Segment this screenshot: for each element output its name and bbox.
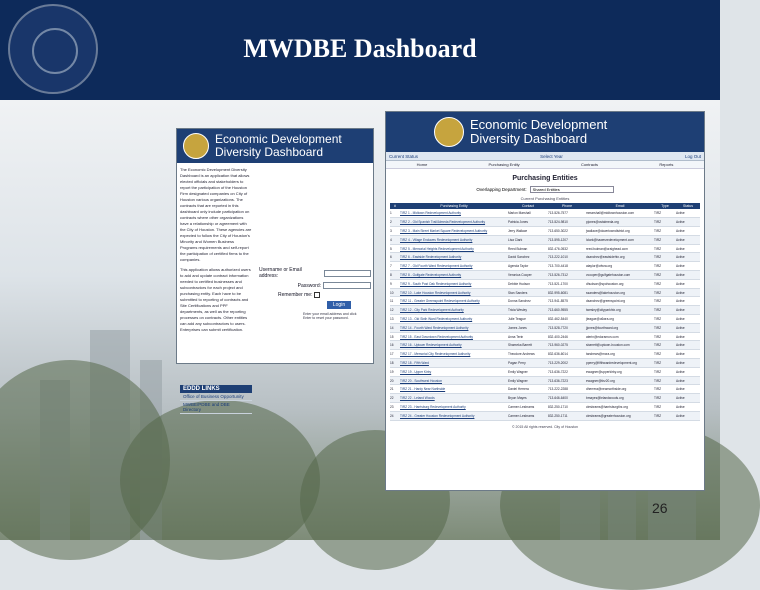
entity-link[interactable]: TIRZ 15 - East Downtown Redevelopment Authority [400,332,508,341]
table-cell: 832-250-1711 [548,411,586,420]
table-cell: TIRZ [654,244,676,253]
table-cell: Active [676,323,700,332]
table-cell: jwallace@downtowndistrict.org [586,227,654,236]
table-cell: 713-229-2002 [548,359,586,368]
table-cell: jjones@fourthward.org [586,323,654,332]
table-cell: TIRZ [654,279,676,288]
table-row[interactable] [390,218,700,227]
entity-link[interactable]: TIRZ 22 - Leland Woods [400,394,508,403]
table-row[interactable] [390,403,700,412]
table-cell: 8 [390,271,400,280]
table-cell: 713-528-7720 [548,323,586,332]
table-cell: Active [676,403,700,412]
table-cell: 832-400-2446 [548,332,586,341]
table-cell: 4 [390,235,400,244]
table-cell: TIRZ [654,394,676,403]
table-cell: 832-476-0532 [548,244,586,253]
username-label: Username or Email address: [259,267,302,279]
table-row[interactable] [390,262,700,271]
table-cell: Patricia Jones [508,218,548,227]
table-cell: 23 [390,403,400,412]
table-row[interactable] [390,323,700,332]
table-row[interactable] [390,279,700,288]
table-row[interactable] [390,271,700,280]
table-cell: Pagan Perry [508,359,548,368]
table-cell: 6 [390,253,400,262]
city-seal-icon [434,117,464,147]
table-cell: Active [676,376,700,385]
table-cell: 11 [390,297,400,306]
page-number: 26 [652,500,668,516]
entity-link[interactable]: TIRZ 14 - Fourth Ward Redevelopment Authority [400,323,508,332]
table-cell: 5 [390,244,400,253]
table-cell: Active [676,253,700,262]
table-row[interactable] [390,367,700,376]
app-banner [177,129,373,163]
table-cell: Active [676,271,700,280]
table-row[interactable] [390,394,700,403]
entity-link[interactable]: TIRZ 10 - Lake Houston Redevelopment Authority [400,288,508,297]
table-cell: Theodore Andrews [508,350,548,359]
table-cell: aterin@edoramon.com [586,332,654,341]
links-header: EDDD LINKS [180,385,252,393]
table-cell: pjones@ostalmeda.org [586,218,654,227]
table-cell: Active [676,288,700,297]
table-cell: Active [676,235,700,244]
table-cell: TIRZ [654,367,676,376]
table-row[interactable] [390,411,700,420]
table-cell: Julie Teague [508,315,548,324]
table-cell: TIRZ [654,227,676,236]
table-cell: ataylor@ofwra.org [586,262,654,271]
table-cell: 713-521-1700 [548,279,586,288]
sub-nav [386,161,704,169]
table-cell: Daniel Herrera [508,385,548,394]
entity-link[interactable]: TIRZ 12 - City Park Redevelopment Authority [400,306,508,315]
table-cell: Active [676,315,700,324]
table-cell: Active [676,411,700,420]
table-cell: 19 [390,367,400,376]
username-field[interactable] [324,270,371,277]
table-cell: vcooper@gulfgatehouston.com [586,271,654,280]
login-page-screenshot [176,128,374,412]
table-cell: 12 [390,306,400,315]
entity-link[interactable]: TIRZ 2 - Old Spanish Trail/Almeda Redevelopment Authority [400,218,508,227]
remember-checkbox[interactable] [314,292,320,298]
entity-link[interactable]: TIRZ 16 - Uptown Redevelopment Authority [400,341,508,350]
table-cell: Active [676,341,700,350]
table-row[interactable] [390,244,700,253]
table-cell: jteague@o6wra.org [586,315,654,324]
entity-link[interactable]: TIRZ 8 - Gulfgate Redevelopment Authority [400,271,508,280]
table-cell: 15 [390,332,400,341]
table-cell: 713-526-7312 [548,271,586,280]
table-cell: Carmen Lesbrams [508,411,548,420]
entity-link[interactable]: TIRZ 3 - Main Street Market Square Redevelopment Authority [400,227,508,236]
banner-title-line1: Economic Development [470,117,608,132]
table-cell: TIRZ [654,385,676,394]
entity-link[interactable]: TIRZ 1 - Midtown Redevelopment Authority [400,209,508,218]
table-cell: 2 [390,218,400,227]
table-cell: 713-700-4418 [548,262,586,271]
table-cell: dsanchez@eastsidehtx.org [586,253,654,262]
entity-link[interactable]: TIRZ 18 - Fifth Ward [400,359,508,368]
table-cell: dsanchez@greenspoint.org [586,297,654,306]
table-cell: 13 [390,315,400,324]
table-cell: TIRZ [654,271,676,280]
table-cell: 17 [390,350,400,359]
table-row[interactable] [390,288,700,297]
table-cell: 832-250-1710 [548,403,586,412]
note-text: This application allows authorized users to add and update contract information needed to certified businesses and subcontractors for each project and purchasing entity. Each have to be submitted to reporting of contracts and Site Certifications and PPF departments, as well as the reporting processes on contracts. Other entities can add any subcontractors to users. Enterprises can submit certification. [180,267,251,332]
eddd-links-panel [180,385,252,414]
table-cell: Active [676,218,700,227]
table-cell: TIRZ [654,209,676,218]
table-cell: TIRZ [654,288,676,297]
entity-link[interactable]: TIRZ 24 - Greater Houston Redevelopment Authority [400,411,508,420]
department-select[interactable]: Shared Entities [530,186,614,193]
table-cell: lclark@hawesredevelopment.com [586,235,654,244]
table-cell: Active [676,279,700,288]
banner-title-line2: Diversity Dashboard [470,131,588,146]
table-cell: TIRZ [654,262,676,271]
table-cell: TIRZ [654,253,676,262]
entity-link[interactable]: TIRZ 11 - Greater Greenspoint Redevelopment Authority [400,297,508,306]
table-cell: 713-660-9555 [548,306,586,315]
table-cell: 713-595-1207 [548,235,586,244]
tab-contracts[interactable]: Contracts [580,162,599,167]
table-row[interactable] [390,315,700,324]
table-cell: sbarrett@uptown-houston.com [586,341,654,350]
table-cell: 20 [390,376,400,385]
column-header[interactable]: # [390,203,400,209]
table-cell: 713-650-3022 [548,227,586,236]
table-cell: 713-636-7223 [548,376,586,385]
intro-text: The Economic Development Diversity Dashboard is an application that allows elected officials and stakeholders to report the participation of the Houston Firm designated companies on City of Houston various organizations. The contracts that are reported in this dashboard only include participation on contracts where other organizations have a relationship or agreement with the City of Houston. These agencies are expected to follow the City of Houston's Minority and Women Business Programs requirements and self-report the participation of certified firms to the companies. [180,167,252,262]
table-cell: Marlon Marshall [508,209,548,218]
table-cell: dherrera@nearnorthside.org [586,385,654,394]
table-cell: 713-646-6400 [548,394,586,403]
entity-link[interactable]: TIRZ 13 - Old Sixth Ward Redevelopment Authority [400,315,508,324]
table-cell: Stan Sanders [508,288,548,297]
table-cell: TIRZ [654,235,676,244]
table-cell: 713-222-2288 [548,385,586,394]
current-entities-label: Current Purchasing Entities [520,196,570,201]
table-cell: 713-524-9810 [548,218,586,227]
table-cell: Tricia Wesley [508,306,548,315]
password-label: Password: [297,282,321,289]
table-cell: Active [676,359,700,368]
slide-header [0,0,720,100]
password-field[interactable] [323,282,371,289]
table-row[interactable] [390,235,700,244]
table-cell: 21 [390,385,400,394]
table-cell: Active [676,332,700,341]
table-cell: TIRZ [654,359,676,368]
entity-link[interactable]: TIRZ 21 - Hardy Near Northside [400,385,508,394]
slide-title: MWDBE Dashboard [243,34,477,63]
table-cell: mmarshall@midtownhouston.com [586,209,654,218]
table-cell: Active [676,297,700,306]
table-cell: 10 [390,288,400,297]
table-row[interactable] [390,385,700,394]
column-header[interactable]: Purchasing Entity [400,203,508,209]
app-banner [386,112,704,152]
table-cell: 16 [390,341,400,350]
table-cell: Active [676,262,700,271]
table-cell: 832-995-6081 [548,288,586,297]
table-cell: 18 [390,359,400,368]
table-cell: tandrews@mcra.org [586,350,654,359]
table-cell: Emily Wagner [508,376,548,385]
table-cell: dhudson@spohouston.org [586,279,654,288]
tab-reports[interactable]: Reports [659,162,674,167]
table-cell: Debbie Hudson [508,279,548,288]
tab-purchasing-entity[interactable]: Purchasing Entity [488,162,520,167]
entity-link[interactable]: TIRZ 19 - Upper Kirby [400,367,508,376]
table-cell: ewagner@upperkirby.org [586,367,654,376]
entity-link[interactable]: TIRZ 20 - Southwest Houston [400,376,508,385]
table-cell: 713-636-7222 [548,367,586,376]
table-cell: Active [676,367,700,376]
entity-link[interactable]: TIRZ 6 - Eastside Redevelopment Authority [400,253,508,262]
footer-text: © 2015 All rights reserved. City of Houston [512,424,578,429]
dashboard-screenshot [385,111,705,491]
table-cell: 7 [390,262,400,271]
table-cell: TIRZ [654,218,676,227]
table-cell: Carmen Lesbrams [508,403,548,412]
table-cell: TIRZ [654,411,676,420]
table-cell: 713-941-8575 [548,297,586,306]
table-cell: Shameka Barrett [508,341,548,350]
table-cell: Active [676,350,700,359]
table-cell: Jerry Wallace [508,227,548,236]
table-cell: David Sanchez [508,253,548,262]
year-selector[interactable]: Select Year [540,153,563,159]
banner-title-line2: Diversity Dashboard [215,145,324,159]
column-header[interactable]: Email [586,203,654,209]
table-row[interactable] [390,359,700,368]
table-cell: Jomes Jones [508,323,548,332]
filter-label: Overlapping Department: [476,187,527,192]
table-cell: 3 [390,227,400,236]
entity-link[interactable]: TIRZ 7 - Old Fourth Ward Redevelopment Authority [400,262,508,271]
table-row[interactable] [390,209,700,218]
table-cell: 24 [390,411,400,420]
table-cell: Veronica Cooper [508,271,548,280]
table-cell: TIRZ [654,297,676,306]
login-form [259,267,371,320]
column-header[interactable]: Type [654,203,676,209]
table-cell: 713-222-1010 [548,253,586,262]
logout-link[interactable]: Log Out [684,153,701,159]
table-cell: Active [676,227,700,236]
table-row[interactable] [390,253,700,262]
tab-home[interactable]: Home [416,162,428,167]
table-cell: Lisa Clark [508,235,548,244]
table-cell: pperry@fifthwardredevelopment.org [586,359,654,368]
table-cell: ssanders@lakehouston.org [586,288,654,297]
table-cell: Active [676,385,700,394]
login-button[interactable]: Login [327,301,351,309]
table-cell: 832-462-5440 [548,315,586,324]
table-cell: Anna Terin [508,332,548,341]
city-seal-icon [183,133,209,159]
table-cell: 1 [390,209,400,218]
table-cell: TIRZ [654,323,676,332]
table-cell: Donna Sanchez [508,297,548,306]
table-cell: Active [676,244,700,253]
table-cell: reed.bulman@craighead.com [586,244,654,253]
entity-link[interactable]: TIRZ 17 - Memorial City Redevelopment Authority [400,350,508,359]
entity-link[interactable]: TIRZ 9 - South Post Oak Redevelopment Authority [400,279,508,288]
table-cell: Emily Wagner [508,367,548,376]
table-cell: TIRZ [654,341,676,350]
column-header[interactable]: Phone [548,203,586,209]
table-row[interactable] [390,341,700,350]
table-cell: Active [676,209,700,218]
table-cell: 22 [390,394,400,403]
table-cell: TIRZ [654,306,676,315]
remember-label: Remember me: [278,292,313,298]
current-status-link[interactable]: Current Status [389,153,419,159]
table-row[interactable] [390,350,700,359]
table-cell: TIRZ [654,315,676,324]
table-cell: TIRZ [654,332,676,341]
entity-link[interactable]: TIRZ 23 - Harrisburg Redevelopment Authority [400,403,508,412]
top-nav [386,152,704,161]
banner-title-line1: Economic Development [215,132,342,146]
entity-link[interactable]: TIRZ 4 - Village Enclaves Redevelopment Authority [400,235,508,244]
entity-link[interactable]: TIRZ 5 - Memorial Heights Redevelopment Authority [400,244,508,253]
table-cell: Bryon Mayes [508,394,548,403]
table-cell: TIRZ [654,376,676,385]
table-cell: 14 [390,323,400,332]
link-business-opportunity[interactable]: Office of Business Opportunity [180,393,252,401]
table-cell: TIRZ [654,350,676,359]
table-cell: 9 [390,279,400,288]
table-row[interactable] [390,297,700,306]
table-row[interactable] [390,332,700,341]
column-header[interactable]: Contact [508,203,548,209]
reset-info-text: Enter your email address and click Enter to reset your password. [303,312,357,320]
table-row[interactable] [390,227,700,236]
table-cell: Active [676,306,700,315]
column-header[interactable]: Status [676,203,700,209]
table-row[interactable] [390,306,700,315]
table-cell: 832-636-6014 [548,350,586,359]
table-cell: ewagner@tirz20.org [586,376,654,385]
table-cell: Active [676,394,700,403]
table-row[interactable] [390,376,700,385]
table-cell: twesley@cityparkhtx.org [586,306,654,315]
table-cell: clesbrams@greaterhouston.org [586,411,654,420]
section-title: Purchasing Entities [512,175,578,182]
table-cell: TIRZ [654,403,676,412]
table-cell: Reed Bulman [508,244,548,253]
table-cell: bmayes@lelandwoods.org [586,394,654,403]
link-directory[interactable]: MWBE/PDBE and DBE Directory [180,401,252,414]
table-cell: clesbrams@harrisburgtirz.org [586,403,654,412]
table-cell: 713-960-0275 [548,341,586,350]
table-cell: Agenda Taylor [508,262,548,271]
table-cell: 713-526-7577 [548,209,586,218]
entities-table [390,203,700,421]
